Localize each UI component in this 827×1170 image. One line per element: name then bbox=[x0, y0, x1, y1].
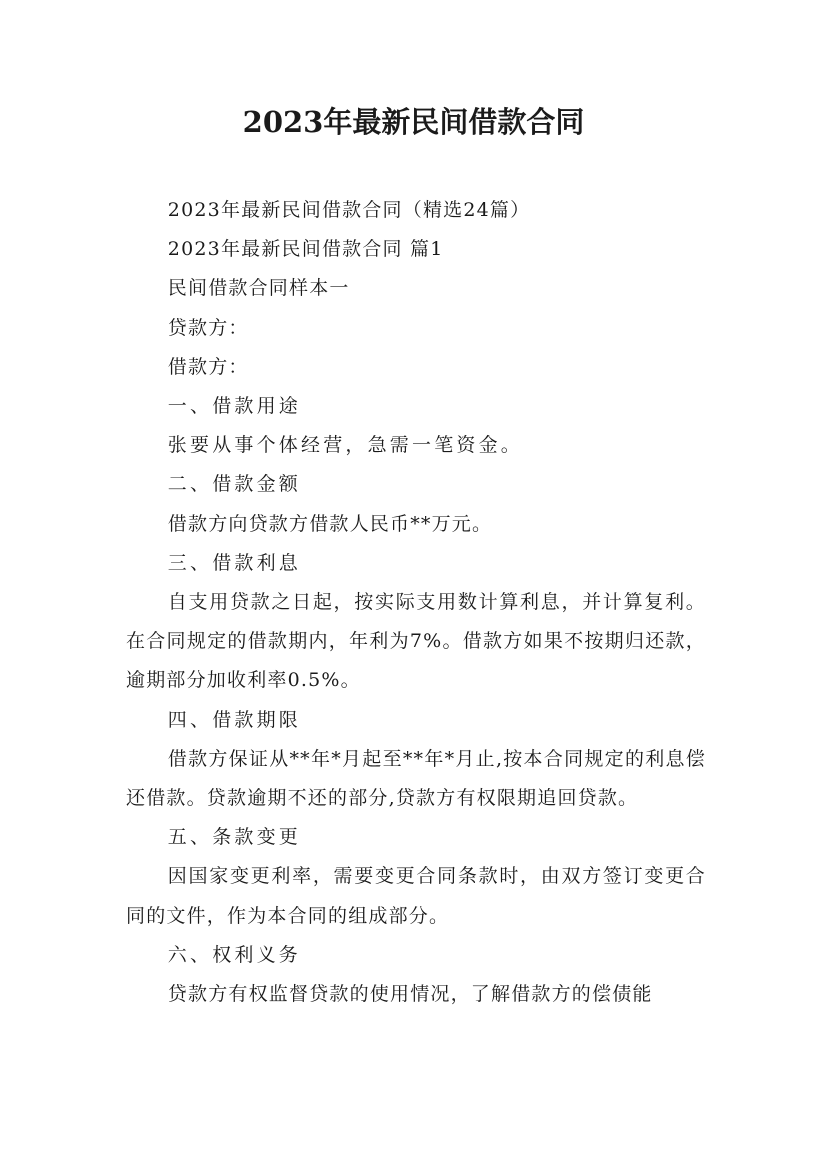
paragraph-interest: 自支用贷款之日起，按实际支用数计算利息，并计算复利。在合同规定的借款期内，年利为7%。借款方如果不按期归还款，逾期部分加收利率0.5%。 bbox=[126, 591, 706, 692]
section-heading-rights: 六、权利义务 bbox=[167, 943, 301, 966]
paragraph-borrower-label: 借款方： bbox=[167, 355, 249, 378]
paragraph-lender-label: 贷款方： bbox=[167, 316, 249, 339]
paragraph-changes: 因国家变更利率，需要变更合同条款时，由双方签订变更合同的文件，作为本合同的组成部分。 bbox=[126, 865, 706, 927]
section-heading-amount: 二、借款金额 bbox=[167, 473, 301, 496]
paragraph-amount: 借款方向贷款方借款人民币**万元。 bbox=[167, 512, 493, 535]
document-body bbox=[126, 191, 706, 1014]
document-title: 2023年最新民间借款合同 bbox=[242, 105, 585, 139]
section-heading-changes: 五、条款变更 bbox=[167, 826, 301, 849]
section-heading-purpose: 一、借款用途 bbox=[167, 395, 301, 418]
paragraph-term: 借款方保证从**年*月起至**年*月止,按本合同规定的利息偿还借款。贷款逾期不还的部分,贷款方有权限期追回贷款。 bbox=[126, 747, 706, 810]
paragraph-chapter-heading: 2023年最新民间借款合同 篇1 bbox=[167, 238, 444, 261]
section-heading-interest: 三、借款利息 bbox=[167, 551, 301, 574]
paragraph-sample-heading: 民间借款合同样本一 bbox=[167, 277, 350, 300]
section-heading-term: 四、借款期限 bbox=[167, 708, 301, 731]
paragraph-rights: 贷款方有权监督贷款的使用情况，了解借款方的偿债能 bbox=[167, 983, 653, 1006]
paragraph-purpose: 张要从事个体经营，急需一笔资金。 bbox=[167, 434, 523, 457]
paragraph-subtitle: 2023年最新民间借款合同（精选24篇） bbox=[167, 199, 531, 221]
